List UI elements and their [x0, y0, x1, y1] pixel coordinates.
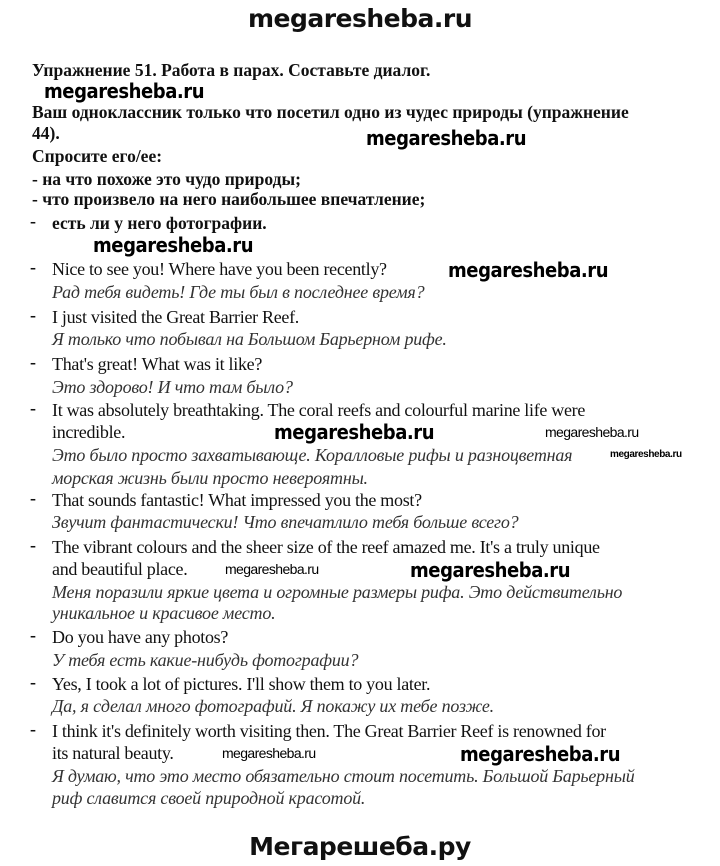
dash-bullet: -: [30, 625, 36, 645]
dialogue-ru-line: У тебя есть какие-нибудь фотографии?: [52, 650, 359, 670]
watermark: megaresheba.ru: [410, 558, 571, 582]
task-ask: Спросите его/ее:: [32, 146, 163, 166]
dialogue-ru-line: Да, я сделал много фотографий. Я покажу их тебе позже.: [52, 696, 494, 716]
dash-bullet: -: [30, 305, 36, 325]
dash-bullet: -: [30, 257, 36, 277]
dialogue-en-line: It was absolutely breathtaking. The coral reefs and colourful marine life were: [52, 400, 586, 420]
dialogue-en-line: Yes, I took a lot of pictures. I'll show them to you later.: [52, 674, 431, 694]
dialogue-ru-line: Звучит фантастически! Что впечатлило тебя больше всего?: [52, 512, 519, 532]
exercise-title: Упражнение 51. Работа в парах. Составьте диалог.: [32, 60, 431, 80]
dash-bullet: -: [30, 488, 36, 508]
dialogue-en-line: its natural beauty.: [52, 743, 174, 763]
dialogue-ru-line: Меня поразили яркие цвета и огромные размеры рифа. Это действительно: [52, 582, 623, 602]
task-intro-line: 44).: [32, 123, 60, 143]
watermark: megaresheba.ru: [460, 742, 621, 766]
dialogue-ru-line: Это было просто захватывающе. Коралловые рифы и разноцветная: [52, 445, 573, 465]
watermark: megaresheba.ru: [366, 126, 527, 150]
dash-bullet: -: [30, 352, 36, 372]
watermark: megaresheba.ru: [610, 449, 682, 460]
watermark: megaresheba.ru: [44, 79, 205, 103]
watermark: megaresheba.ru: [274, 420, 435, 444]
watermark: megaresheba.ru: [448, 258, 609, 282]
dialogue-ru-line: Это здорово! И что там было?: [52, 377, 293, 397]
dash-bullet: -: [30, 398, 36, 418]
dialogue-ru-line: риф славится своей природной красотой.: [52, 788, 366, 808]
site-footer-watermark: Мегарешеба.ру: [249, 832, 471, 861]
watermark: megaresheba.ru: [222, 745, 316, 761]
watermark: megaresheba.ru: [545, 424, 639, 440]
dialogue-ru-line: Я только что побывал на Большом Барьерном рифе.: [52, 329, 447, 349]
dialogue-en-line: I think it's definitely worth visiting then. The Great Barrier Reef is renowned for: [52, 721, 606, 741]
dialogue-ru-line: уникальное и красивое место.: [52, 603, 276, 623]
watermark: megaresheba.ru: [93, 233, 254, 257]
dialogue-en-line: I just visited the Great Barrier Reef.: [52, 307, 300, 327]
site-header-watermark: megaresheba.ru: [247, 4, 473, 33]
watermark: megaresheba.ru: [225, 561, 319, 577]
task-item: - на что похоже это чудо природы;: [32, 169, 301, 189]
dialogue-en-line: That's great! What was it like?: [52, 354, 263, 374]
dialogue-en-line: That sounds fantastic! What impressed you the most?: [52, 490, 422, 510]
dialogue-en-line: Do you have any photos?: [52, 627, 229, 647]
dialogue-en-line: incredible.: [52, 422, 126, 442]
dash-bullet: -: [30, 719, 36, 739]
dash-bullet: -: [30, 211, 36, 231]
dialogue-ru-line: Я думаю, что это место обязательно стоит посетить. Большой Барьерный: [52, 766, 635, 786]
dash-bullet: -: [30, 672, 36, 692]
dialogue-en-line: and beautiful place.: [52, 559, 188, 579]
dialogue-ru-line: морская жизнь были просто невероятны.: [52, 468, 368, 488]
dialogue-en-line: The vibrant colours and the sheer size of the reef amazed me. It's a truly unique: [52, 537, 600, 557]
dialogue-ru-line: Рад тебя видеть! Где ты был в последнее время?: [52, 282, 425, 302]
task-intro-line: Ваш одноклассник только что посетил одно из чудес природы (упражнение: [32, 102, 629, 122]
dialogue-en-line: Nice to see you! Where have you been recently?: [52, 259, 387, 279]
dash-bullet: -: [30, 535, 36, 555]
task-item: есть ли у него фотографии.: [52, 213, 267, 233]
task-item: - что произвело на него наибольшее впечатление;: [32, 189, 426, 209]
